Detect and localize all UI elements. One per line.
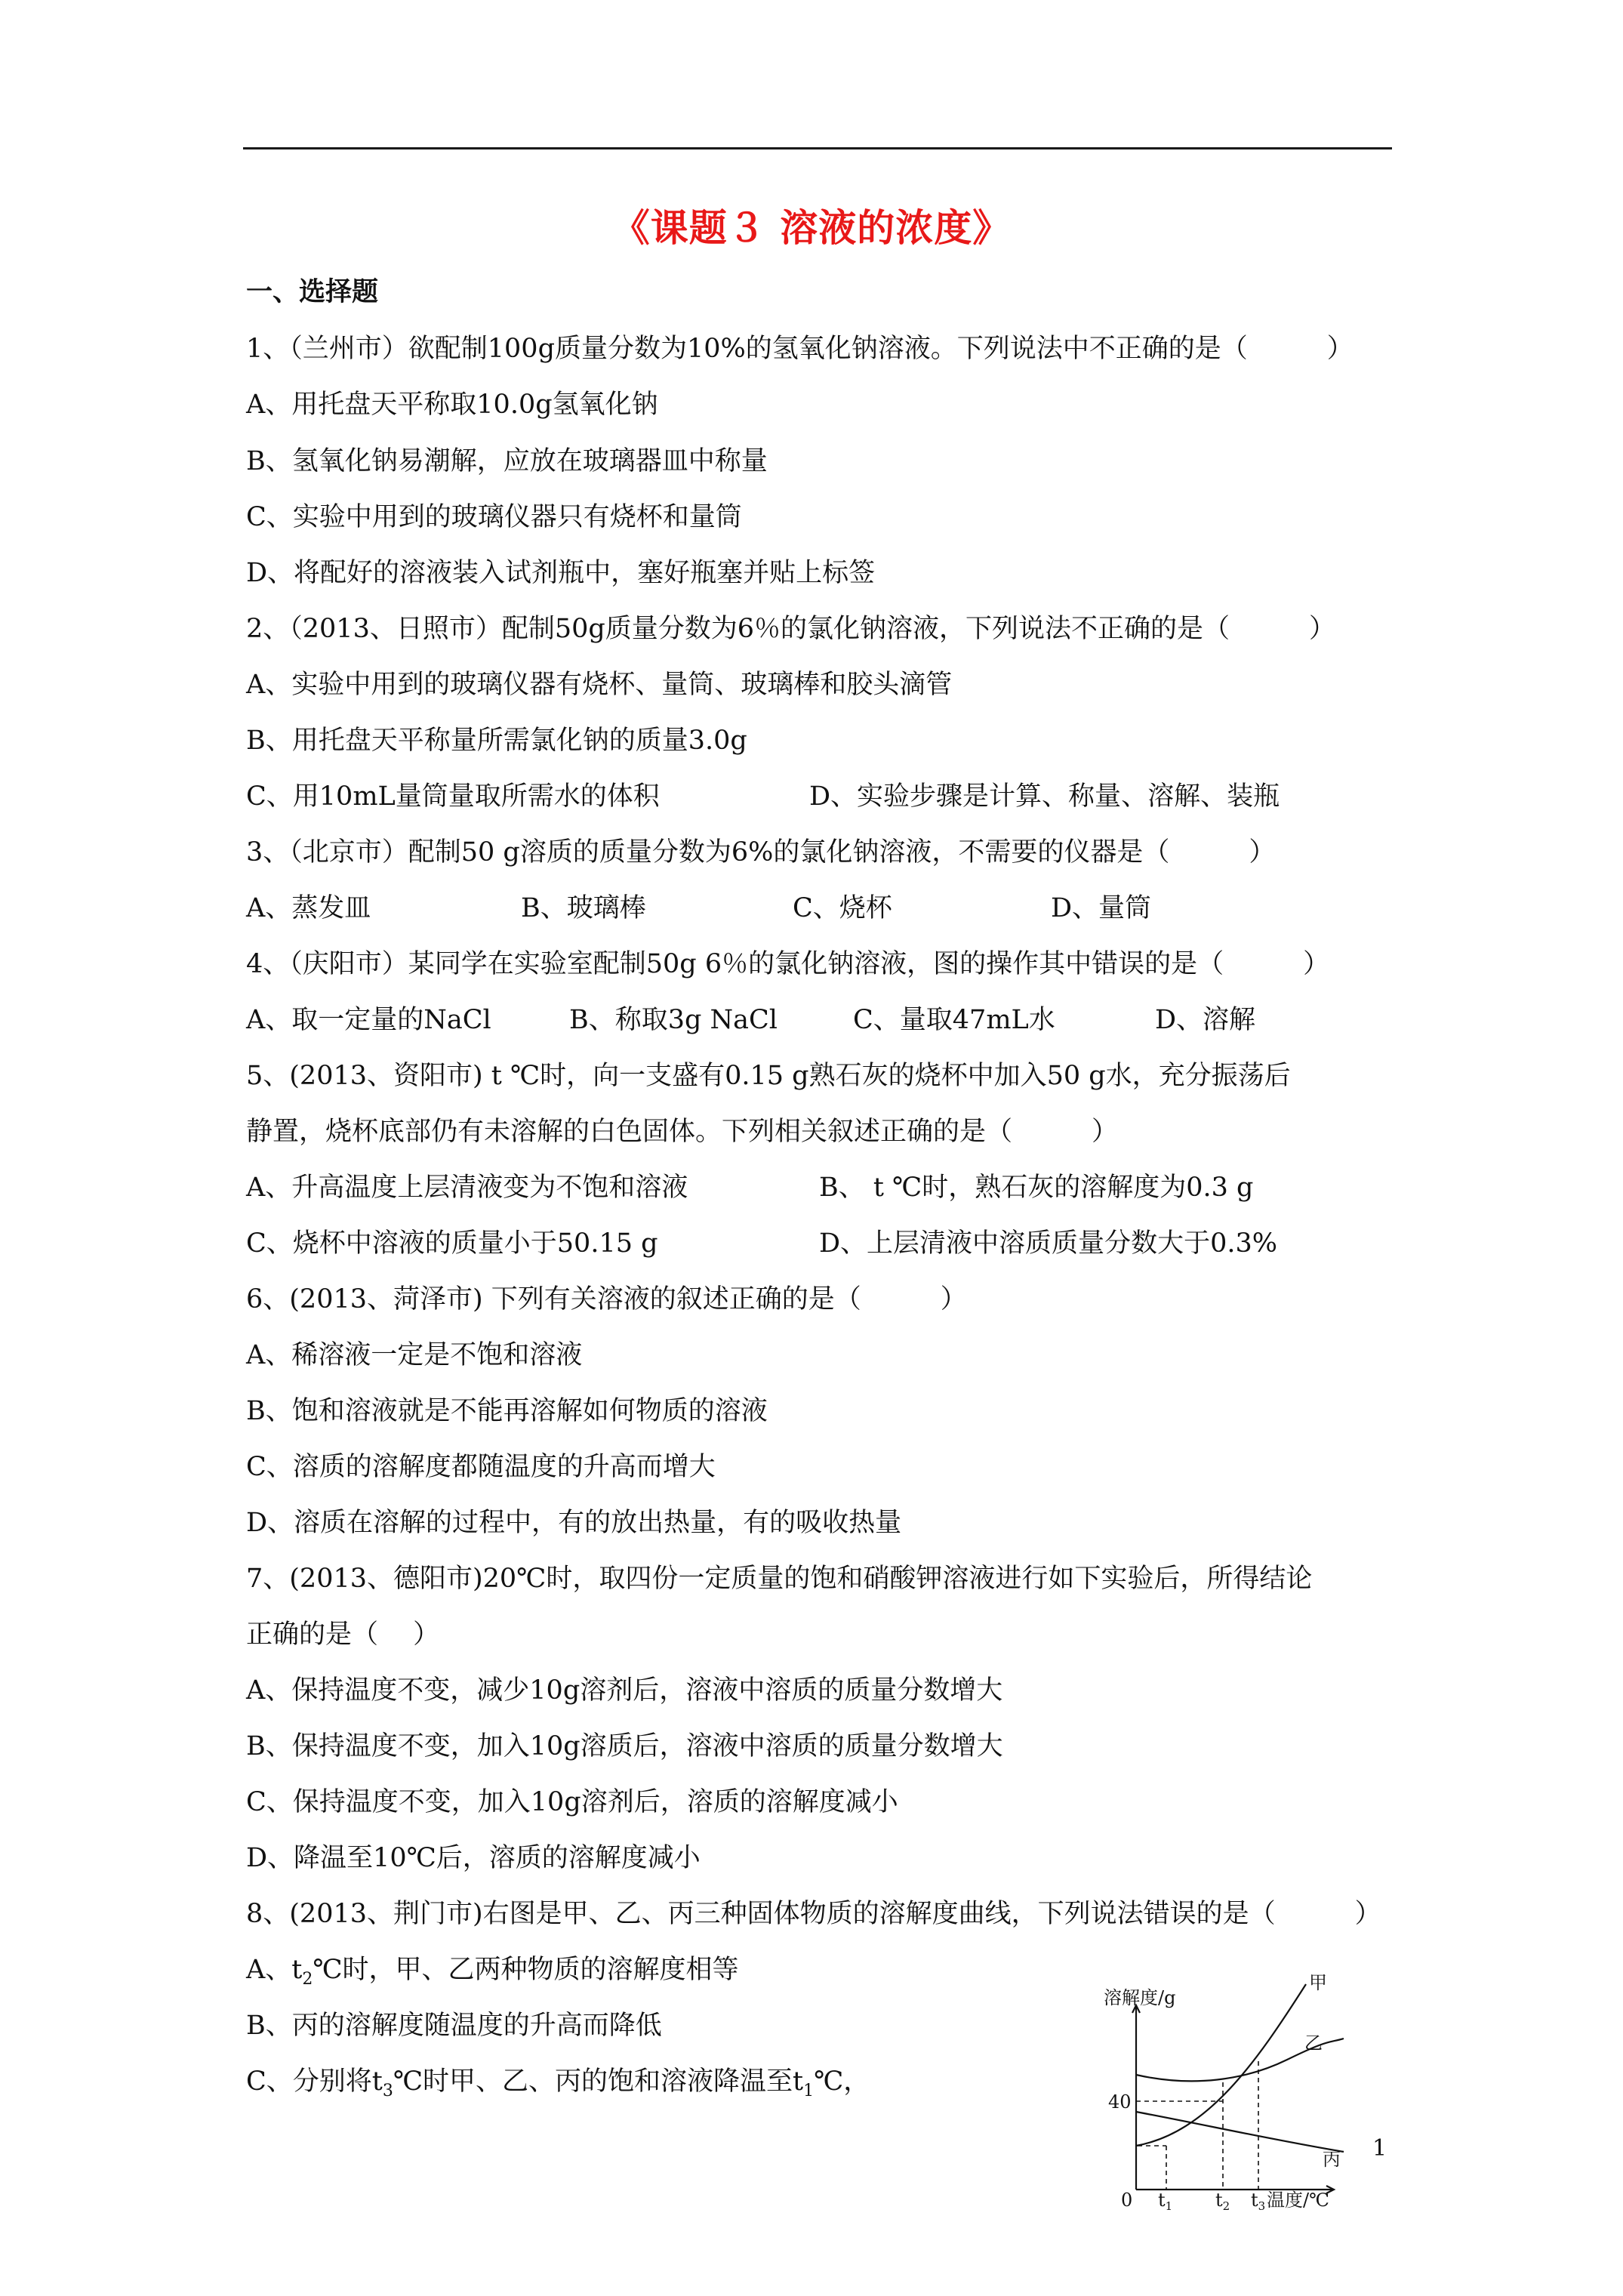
- curve-bing: [1136, 2112, 1344, 2152]
- q6-option-a: A、稀溶液一定是不饱和溶液: [246, 1340, 583, 1370]
- solubility-curve-figure: [1095, 1971, 1412, 2212]
- q1-option-b: B、氢氧化钠易潮解，应放在玻璃器皿中称量: [246, 446, 768, 476]
- page-title: 《课题３ 溶液的浓度》: [611, 205, 1012, 250]
- q4-option-b: B、称取3g NaCl: [569, 1005, 778, 1035]
- x-axis-label: 温度/℃: [1267, 2190, 1329, 2211]
- q7-option-c: C、保持温度不变，加入10g溶剂后，溶质的溶解度减小: [246, 1787, 898, 1817]
- question-8: 8、(2013、荆门市)右图是甲、乙、丙三种固体物质的溶解度曲线，下列说法错误的是（ ）: [246, 1899, 1381, 1929]
- q2-option-b: B、用托盘天平称量所需氯化钠的质量3.0g: [246, 726, 747, 756]
- q4-option-c: C、量取47mL水: [853, 1005, 1055, 1035]
- q7-option-b: B、保持温度不变，加入10g溶质后，溶液中溶质的质量分数增大: [246, 1731, 1003, 1761]
- question-6: 6、(2013、菏泽市) 下列有关溶液的叙述正确的是（ ）: [246, 1284, 967, 1314]
- question-4: 4、（庆阳市）某同学在实验室配制50g 6％的氯化钠溶液，图的操作其中错误的是（ ）: [246, 949, 1330, 979]
- x-tick-t2: $t_2$: [1215, 2190, 1230, 2212]
- q1-option-d: D、将配好的溶液装入试剂瓶中，塞好瓶塞并贴上标签: [246, 558, 876, 588]
- question-5-cont: 静置，烧杯底部仍有未溶解的白色固体。下列相关叙述正确的是（ ）: [246, 1117, 1119, 1147]
- curve-label-yi: 乙: [1304, 2032, 1323, 2054]
- y-tick-40: 40: [1108, 2091, 1132, 2113]
- section-heading: 一、选择题: [246, 276, 379, 307]
- q8-option-c: C、分别将$t_3℃$时甲、乙、丙的饱和溶液降温至$t_1℃$，: [246, 2066, 870, 2100]
- q2-option-d: D、实验步骤是计算、称量、溶解、装瓶: [809, 781, 1280, 812]
- question-2: 2、（2013、日照市）配制50g质量分数为6％的氯化钠溶液，下列说法不正确的是（ ）: [246, 614, 1336, 644]
- q3-option-d: D、量筒: [1051, 893, 1152, 923]
- q6-option-d: D、溶质在溶解的过程中，有的放出热量，有的吸收热量: [246, 1508, 902, 1538]
- q5-option-c: C、烧杯中溶液的质量小于50.15 g: [246, 1228, 658, 1259]
- q2-option-a: A、实验中用到的玻璃仪器有烧杯、量筒、玻璃棒和胶头滴管: [246, 670, 953, 700]
- header-rule: [243, 147, 1392, 149]
- q5-option-d: D、上层清液中溶质质量分数大于0.3%: [819, 1228, 1277, 1259]
- x-tick-t3: $t_3$: [1251, 2190, 1266, 2212]
- q3-option-b: B、玻璃棒: [521, 893, 646, 923]
- question-5: 5、(2013、资阳市) t ℃时，向一支盛有0.15 g熟石灰的烧杯中加入50 g水，充分振荡后: [246, 1061, 1291, 1091]
- question-1: 1、（兰州市）欲配制100g质量分数为10%的氢氧化钠溶液。下列说法中不正确的是（ ）: [246, 334, 1354, 364]
- q4-option-a: A、取一定量的NaCl: [246, 1005, 491, 1035]
- q4-option-d: D、溶解: [1155, 1005, 1256, 1035]
- q6-option-c: C、溶质的溶解度都随温度的升高而增大: [246, 1452, 716, 1482]
- curve-label-jia: 甲: [1309, 1972, 1327, 1993]
- q7-option-d: D、降温至10℃后，溶质的溶解度减小: [246, 1843, 701, 1873]
- q2-option-c: C、用10mL量筒量取所需水的体积: [246, 781, 660, 812]
- y-axis-label: 溶解度/g: [1104, 1987, 1176, 2008]
- x-tick-t1: $t_1$: [1158, 2190, 1173, 2212]
- question-7: 7、(2013、德阳市)20℃时，取四份一定质量的饱和硝酸钾溶液进行如下实验后，所得结论: [246, 1564, 1313, 1594]
- q1-option-c: C、实验中用到的玻璃仪器只有烧杯和量筒: [246, 502, 742, 532]
- q8-option-b: B、丙的溶解度随温度的升高而降低: [246, 2011, 662, 2041]
- q6-option-b: B、饱和溶液就是不能再溶解如何物质的溶液: [246, 1396, 768, 1426]
- q5-option-a: A、升高温度上层清液变为不饱和溶液: [246, 1173, 688, 1203]
- question-3: 3、（北京市）配制50 g溶质的质量分数为6%的氯化钠溶液，不需要的仪器是（ ）: [246, 837, 1276, 868]
- q1-option-a: A、用托盘天平称取10.0g氢氧化钠: [246, 390, 658, 420]
- q7-option-a: A、保持温度不变，减少10g溶剂后，溶液中溶质的质量分数增大: [246, 1675, 1003, 1706]
- page-number: 1: [1372, 2135, 1387, 2162]
- q3-option-a: A、蒸发皿: [246, 893, 371, 923]
- origin-label: 0: [1121, 2190, 1133, 2211]
- q3-option-c: C、烧杯: [793, 893, 892, 923]
- q5-option-b: B、 t ℃时，熟石灰的溶解度为0.3 g: [819, 1173, 1254, 1203]
- q8-option-a: A、$t_2℃$时，甲、乙两种物质的溶解度相等: [246, 1955, 739, 1989]
- question-7-cont: 正确的是（ ）: [246, 1620, 440, 1650]
- curve-jia: [1136, 1984, 1306, 2146]
- curve-label-bing: 丙: [1323, 2149, 1341, 2170]
